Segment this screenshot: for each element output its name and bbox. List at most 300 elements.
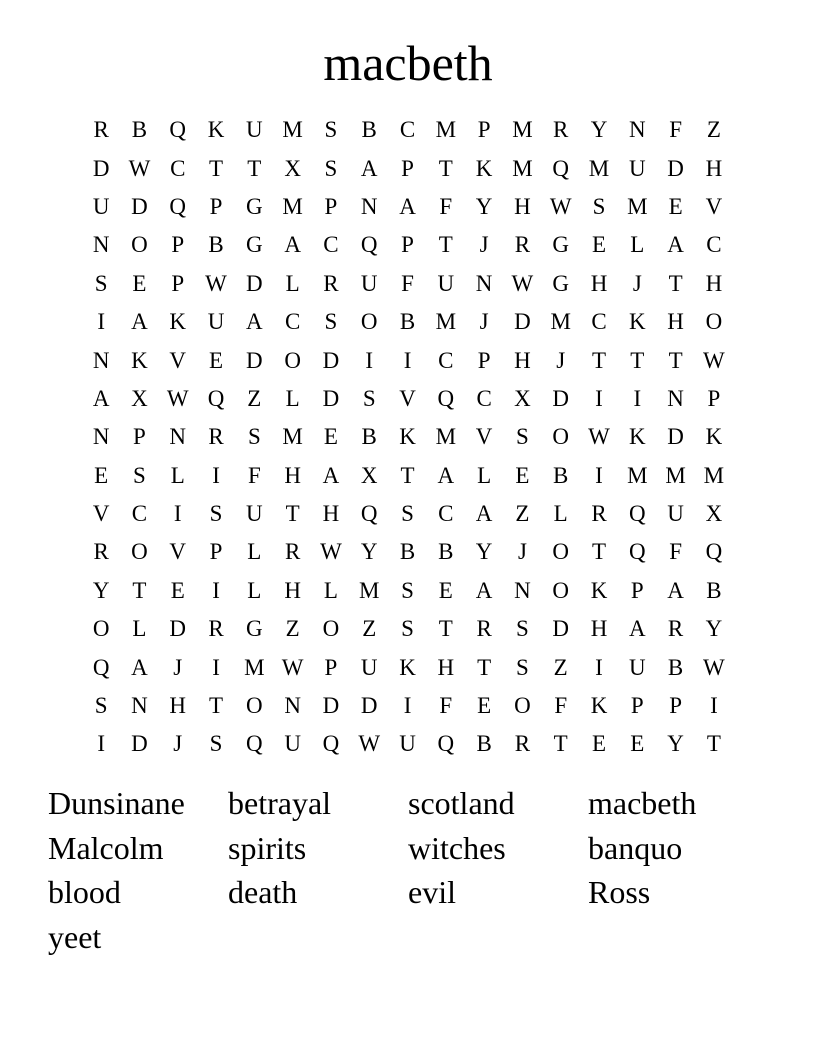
word-list-item: scotland: [408, 785, 515, 821]
grid-letter: R: [93, 117, 109, 143]
word-list-item: spirits: [228, 829, 307, 866]
grid-letter: S: [516, 616, 529, 642]
grid-letter: T: [438, 155, 453, 181]
grid-letter: C: [438, 347, 454, 373]
grid-letter: D: [667, 424, 684, 450]
grid-letter: C: [476, 385, 492, 411]
grid-letter: K: [169, 309, 187, 335]
grid-letter: N: [667, 385, 684, 411]
grid-letter: O: [284, 347, 301, 373]
grid-letter: J: [173, 731, 183, 757]
grid-letter: L: [247, 577, 262, 603]
grid-letter: V: [475, 424, 493, 450]
grid-letter: C: [131, 501, 148, 527]
grid-letter: R: [514, 232, 531, 258]
grid-letter: D: [131, 193, 148, 219]
grid-letter: H: [284, 577, 301, 603]
grid-row: [82, 572, 733, 610]
grid-letter: A: [628, 616, 646, 642]
grid-letter: Q: [169, 117, 187, 143]
grid-letter: S: [324, 117, 338, 143]
grid-letter: R: [208, 424, 224, 450]
grid-letter: E: [170, 577, 185, 603]
grid-row: [82, 341, 733, 379]
grid-letter: P: [209, 539, 223, 565]
grid-letter: X: [131, 385, 148, 411]
grid-letter: L: [285, 385, 300, 411]
grid-letter: U: [246, 501, 263, 527]
grid-letter: M: [435, 117, 457, 143]
grid-letter: U: [628, 654, 646, 680]
grid-letter: K: [475, 155, 493, 181]
grid-letter: Y: [590, 117, 608, 143]
grid-letter: H: [322, 501, 340, 527]
grid-letter: O: [514, 693, 531, 719]
grid-letter: H: [705, 155, 723, 181]
grid-letter: E: [668, 193, 683, 219]
word-list: [48, 781, 768, 959]
grid-letter: S: [94, 270, 108, 296]
grid-letter: C: [591, 309, 607, 335]
grid-letter: Z: [515, 501, 530, 527]
grid-letter: Z: [553, 654, 568, 680]
grid-letter: J: [632, 270, 642, 296]
grid-letter: H: [667, 309, 684, 335]
grid-letter: L: [170, 462, 185, 488]
grid-letter: R: [591, 501, 607, 527]
grid-letter: X: [705, 501, 723, 527]
grid-letter: G: [552, 232, 570, 258]
grid-row: [82, 648, 733, 686]
grid-row: [82, 495, 733, 533]
grid-letter: D: [552, 385, 570, 411]
grid-letter: P: [477, 117, 491, 143]
grid-letter: I: [212, 577, 220, 603]
grid-letter: B: [553, 462, 569, 488]
grid-letter: Q: [437, 385, 455, 411]
grid-letter: L: [132, 616, 147, 642]
grid-letter: T: [591, 539, 607, 565]
grid-letter: C: [284, 309, 301, 335]
grid-letter: H: [705, 270, 723, 296]
grid-letter: I: [173, 501, 182, 527]
grid-letter: T: [591, 347, 607, 373]
grid-letter: Q: [628, 539, 646, 565]
grid-letter: F: [247, 462, 261, 488]
grid-letter: R: [667, 616, 684, 642]
grid-letter: V: [92, 501, 110, 527]
grid-letter: U: [92, 193, 110, 219]
grid-letter: J: [556, 347, 566, 373]
grid-letter: O: [360, 309, 378, 335]
grid-letter: A: [284, 232, 301, 258]
grid-letter: M: [550, 309, 571, 335]
grid-letter: F: [439, 693, 453, 719]
grid-letter: H: [590, 616, 608, 642]
grid-letter: I: [595, 462, 603, 488]
grid-letter: W: [588, 424, 610, 450]
grid-letter: U: [667, 501, 684, 527]
grid-letter: P: [133, 424, 146, 450]
grid-letter: T: [209, 155, 224, 181]
grid-letter: I: [595, 654, 603, 680]
grid-letter: E: [209, 347, 224, 373]
grid-letter: S: [516, 424, 529, 450]
grid-row: [82, 380, 733, 418]
grid-letter: Q: [360, 501, 378, 527]
grid-letter: J: [479, 232, 489, 258]
grid-letter: K: [590, 577, 608, 603]
word-list-item: betrayal: [228, 785, 332, 821]
grid-letter: O: [131, 232, 148, 258]
grid-letter: N: [628, 117, 646, 143]
grid-letter: N: [92, 347, 110, 373]
grid-letter: I: [595, 385, 603, 411]
grid-letter: K: [628, 309, 646, 335]
grid-letter: Q: [628, 501, 646, 527]
grid-letter: S: [209, 501, 223, 527]
grid-letter: L: [630, 232, 645, 258]
grid-letter: D: [169, 616, 187, 642]
grid-letter: B: [438, 539, 454, 565]
grid-letter: D: [360, 693, 378, 719]
grid-letter: U: [284, 731, 301, 757]
grid-letter: Z: [362, 616, 377, 642]
grid-letter: D: [552, 616, 570, 642]
grid-letter: A: [131, 654, 148, 680]
grid-letter: D: [246, 347, 263, 373]
grid-letter: R: [553, 117, 569, 143]
grid-letter: R: [284, 539, 301, 565]
grid-letter: P: [477, 347, 491, 373]
grid-letter: S: [592, 193, 606, 219]
grid-letter: I: [365, 347, 374, 373]
grid-letter: A: [475, 501, 493, 527]
grid-letter: A: [131, 309, 148, 335]
grid-letter: U: [207, 309, 225, 335]
grid-letter: U: [399, 731, 416, 757]
word-list-item: yeet: [48, 918, 102, 955]
grid-letter: C: [706, 232, 722, 258]
grid-letter: Q: [437, 731, 455, 757]
grid-letter: N: [284, 693, 301, 719]
grid-letter: M: [282, 424, 303, 450]
grid-letter: A: [246, 309, 263, 335]
grid-letter: R: [323, 270, 339, 296]
grid-letter: P: [401, 155, 414, 181]
grid-letter: S: [516, 654, 529, 680]
grid-letter: V: [399, 385, 416, 411]
grid-letter: K: [207, 117, 225, 143]
grid-letter: Q: [207, 385, 225, 411]
grid-letter: L: [477, 462, 492, 488]
grid-letter: P: [707, 385, 721, 411]
grid-letter: A: [475, 577, 493, 603]
word-list-item: Malcolm: [48, 829, 164, 866]
grid-row: [82, 610, 733, 648]
word-list-item: blood: [48, 874, 121, 910]
grid-letter: X: [284, 155, 301, 181]
grid-letter: C: [170, 155, 186, 181]
grid-letter: M: [627, 193, 648, 219]
grid-letter: W: [205, 270, 227, 296]
word-list-item: death: [228, 874, 298, 910]
grid-letter: N: [360, 193, 378, 219]
grid-letter: W: [703, 654, 725, 680]
grid-letter: C: [323, 232, 339, 258]
grid-letter: S: [133, 462, 146, 488]
grid-letter: T: [132, 577, 147, 603]
grid-letter: L: [247, 539, 262, 565]
grid-letter: S: [324, 155, 338, 181]
grid-letter: K: [628, 424, 646, 450]
grid-letter: F: [439, 193, 453, 219]
page-title: macbeth: [323, 35, 493, 91]
grid-letter: Y: [475, 539, 493, 565]
grid-letter: N: [514, 577, 531, 603]
grid-letter: U: [360, 654, 378, 680]
grid-letter: S: [94, 693, 108, 719]
grid-letter: P: [630, 577, 644, 603]
grid-letter: T: [400, 462, 415, 488]
grid-letter: W: [166, 385, 189, 411]
grid-letter: Q: [246, 731, 263, 757]
grid-letter: P: [171, 270, 185, 296]
grid-letter: P: [669, 693, 682, 719]
grid-letter: H: [590, 270, 608, 296]
grid-letter: S: [209, 731, 223, 757]
grid-letter: D: [322, 693, 340, 719]
grid-letter: E: [515, 462, 530, 488]
grid-letter: E: [591, 232, 607, 258]
grid-letter: L: [323, 577, 338, 603]
grid-letter: I: [710, 693, 718, 719]
grid-letter: R: [93, 539, 109, 565]
grid-letter: Z: [706, 117, 721, 143]
grid-letter: I: [212, 654, 220, 680]
grid-letter: D: [514, 309, 531, 335]
grid-letter: B: [706, 577, 722, 603]
grid-letter: M: [435, 424, 457, 450]
grid-letter: S: [247, 424, 261, 450]
grid-letter: M: [588, 155, 610, 181]
grid-letter: B: [399, 539, 416, 565]
grid-letter: D: [246, 270, 263, 296]
grid-letter: M: [244, 654, 265, 680]
grid-letter: B: [361, 424, 377, 450]
grid-letter: N: [92, 424, 110, 450]
grid-letter: G: [246, 232, 263, 258]
grid-row: [82, 149, 733, 187]
grid-letter: C: [399, 117, 416, 143]
grid-row: [82, 265, 733, 303]
grid-letter: Z: [247, 385, 262, 411]
grid-letter: H: [514, 347, 531, 373]
grid-letter: T: [668, 270, 683, 296]
grid-letter: L: [285, 270, 300, 296]
grid-letter: A: [437, 462, 455, 488]
grid-letter: B: [476, 731, 492, 757]
grid-letter: G: [246, 193, 263, 219]
letter-grid: [82, 111, 733, 764]
grid-letter: I: [633, 385, 642, 411]
grid-letter: T: [553, 731, 568, 757]
grid-letter: O: [131, 539, 148, 565]
grid-letter: R: [476, 616, 492, 642]
grid-row: [82, 226, 733, 264]
grid-letter: M: [703, 462, 725, 488]
grid-letter: H: [169, 693, 187, 719]
grid-letter: X: [360, 462, 378, 488]
grid-letter: R: [208, 616, 224, 642]
grid-letter: T: [247, 155, 262, 181]
grid-letter: V: [169, 539, 187, 565]
grid-letter: G: [552, 270, 570, 296]
grid-letter: P: [324, 654, 338, 680]
word-list-item: evil: [408, 874, 456, 910]
grid-letter: U: [246, 117, 263, 143]
grid-letter: V: [169, 347, 187, 373]
grid-letter: R: [514, 731, 531, 757]
grid-letter: O: [552, 577, 570, 603]
grid-letter: T: [630, 347, 645, 373]
grid-letter: E: [323, 424, 338, 450]
grid-letter: P: [324, 193, 338, 219]
grid-letter: T: [209, 693, 224, 719]
grid-letter: Q: [169, 193, 187, 219]
grid-letter: N: [169, 424, 187, 450]
grid-letter: Q: [360, 232, 378, 258]
grid-letter: F: [669, 539, 682, 565]
grid-row: [82, 111, 733, 149]
grid-letter: K: [705, 424, 723, 450]
grid-letter: Y: [475, 193, 493, 219]
grid-letter: F: [669, 117, 682, 143]
grid-letter: H: [437, 654, 455, 680]
grid-letter: G: [246, 616, 263, 642]
grid-letter: A: [92, 385, 110, 411]
grid-letter: D: [322, 385, 340, 411]
grid-letter: O: [246, 693, 263, 719]
grid-letter: J: [517, 539, 527, 565]
grid-letter: P: [171, 232, 185, 258]
grid-letter: Q: [552, 155, 570, 181]
grid-letter: N: [92, 232, 110, 258]
grid-row: [82, 687, 733, 725]
grid-letter: F: [554, 693, 568, 719]
grid-letter: K: [131, 347, 148, 373]
grid-letter: T: [477, 654, 492, 680]
grid-letter: O: [552, 424, 570, 450]
grid-letter: J: [479, 309, 489, 335]
grid-letter: B: [361, 117, 377, 143]
grid-letter: U: [628, 155, 646, 181]
grid-letter: B: [131, 117, 148, 143]
grid-letter: I: [212, 462, 220, 488]
grid-letter: Q: [92, 654, 110, 680]
grid-letter: N: [131, 693, 148, 719]
grid-letter: E: [94, 462, 109, 488]
grid-letter: P: [401, 232, 414, 258]
grid-letter: Y: [667, 731, 684, 757]
grid-letter: L: [553, 501, 568, 527]
grid-letter: A: [360, 155, 378, 181]
grid-letter: E: [132, 270, 147, 296]
grid-letter: Q: [322, 731, 340, 757]
grid-letter: S: [401, 616, 414, 642]
grid-letter: T: [438, 616, 453, 642]
grid-letter: W: [511, 270, 534, 296]
grid-letter: K: [590, 693, 608, 719]
grid-row: [82, 418, 733, 456]
grid-letter: C: [438, 501, 454, 527]
grid-letter: O: [705, 309, 723, 335]
grid-letter: M: [359, 577, 380, 603]
grid-row: [82, 725, 733, 763]
grid-letter: W: [128, 155, 151, 181]
grid-letter: T: [285, 501, 300, 527]
grid-letter: S: [401, 577, 414, 603]
grid-letter: X: [514, 385, 531, 411]
grid-letter: D: [667, 155, 684, 181]
grid-letter: Y: [92, 577, 110, 603]
grid-letter: V: [705, 193, 723, 219]
grid-letter: O: [552, 539, 570, 565]
grid-letter: S: [324, 309, 338, 335]
word-list-item: Ross: [588, 874, 651, 910]
grid-letter: E: [591, 731, 607, 757]
grid-letter: H: [514, 193, 531, 219]
grid-letter: E: [630, 731, 645, 757]
grid-letter: K: [399, 424, 416, 450]
grid-letter: M: [282, 117, 303, 143]
grid-letter: D: [92, 155, 110, 181]
grid-letter: U: [360, 270, 378, 296]
grid-letter: M: [512, 117, 533, 143]
word-list-item: Dunsinane: [48, 785, 185, 821]
grid-letter: W: [358, 731, 381, 757]
grid-letter: A: [667, 577, 684, 603]
word-list-item: macbeth: [588, 785, 697, 821]
grid-letter: T: [438, 232, 453, 258]
grid-row: [82, 533, 733, 571]
grid-letter: K: [399, 654, 416, 680]
grid-row: [82, 303, 733, 341]
grid-letter: M: [282, 193, 303, 219]
grid-letter: W: [549, 193, 572, 219]
grid-row: [82, 188, 733, 226]
grid-letter: E: [477, 693, 492, 719]
grid-letter: A: [399, 193, 416, 219]
grid-letter: N: [475, 270, 493, 296]
grid-letter: W: [281, 654, 304, 680]
grid-letter: W: [703, 347, 725, 373]
grid-letter: B: [208, 232, 224, 258]
grid-letter: U: [437, 270, 455, 296]
grid-letter: O: [322, 616, 340, 642]
grid-letter: I: [97, 309, 105, 335]
grid-letter: M: [512, 155, 533, 181]
grid-letter: J: [173, 654, 183, 680]
grid-letter: D: [322, 347, 340, 373]
grid-letter: D: [131, 731, 148, 757]
grid-letter: F: [401, 270, 414, 296]
word-list-item: witches: [408, 829, 506, 866]
grid-letter: I: [97, 731, 105, 757]
grid-letter: S: [401, 501, 414, 527]
grid-letter: H: [284, 462, 301, 488]
grid-letter: W: [320, 539, 342, 565]
